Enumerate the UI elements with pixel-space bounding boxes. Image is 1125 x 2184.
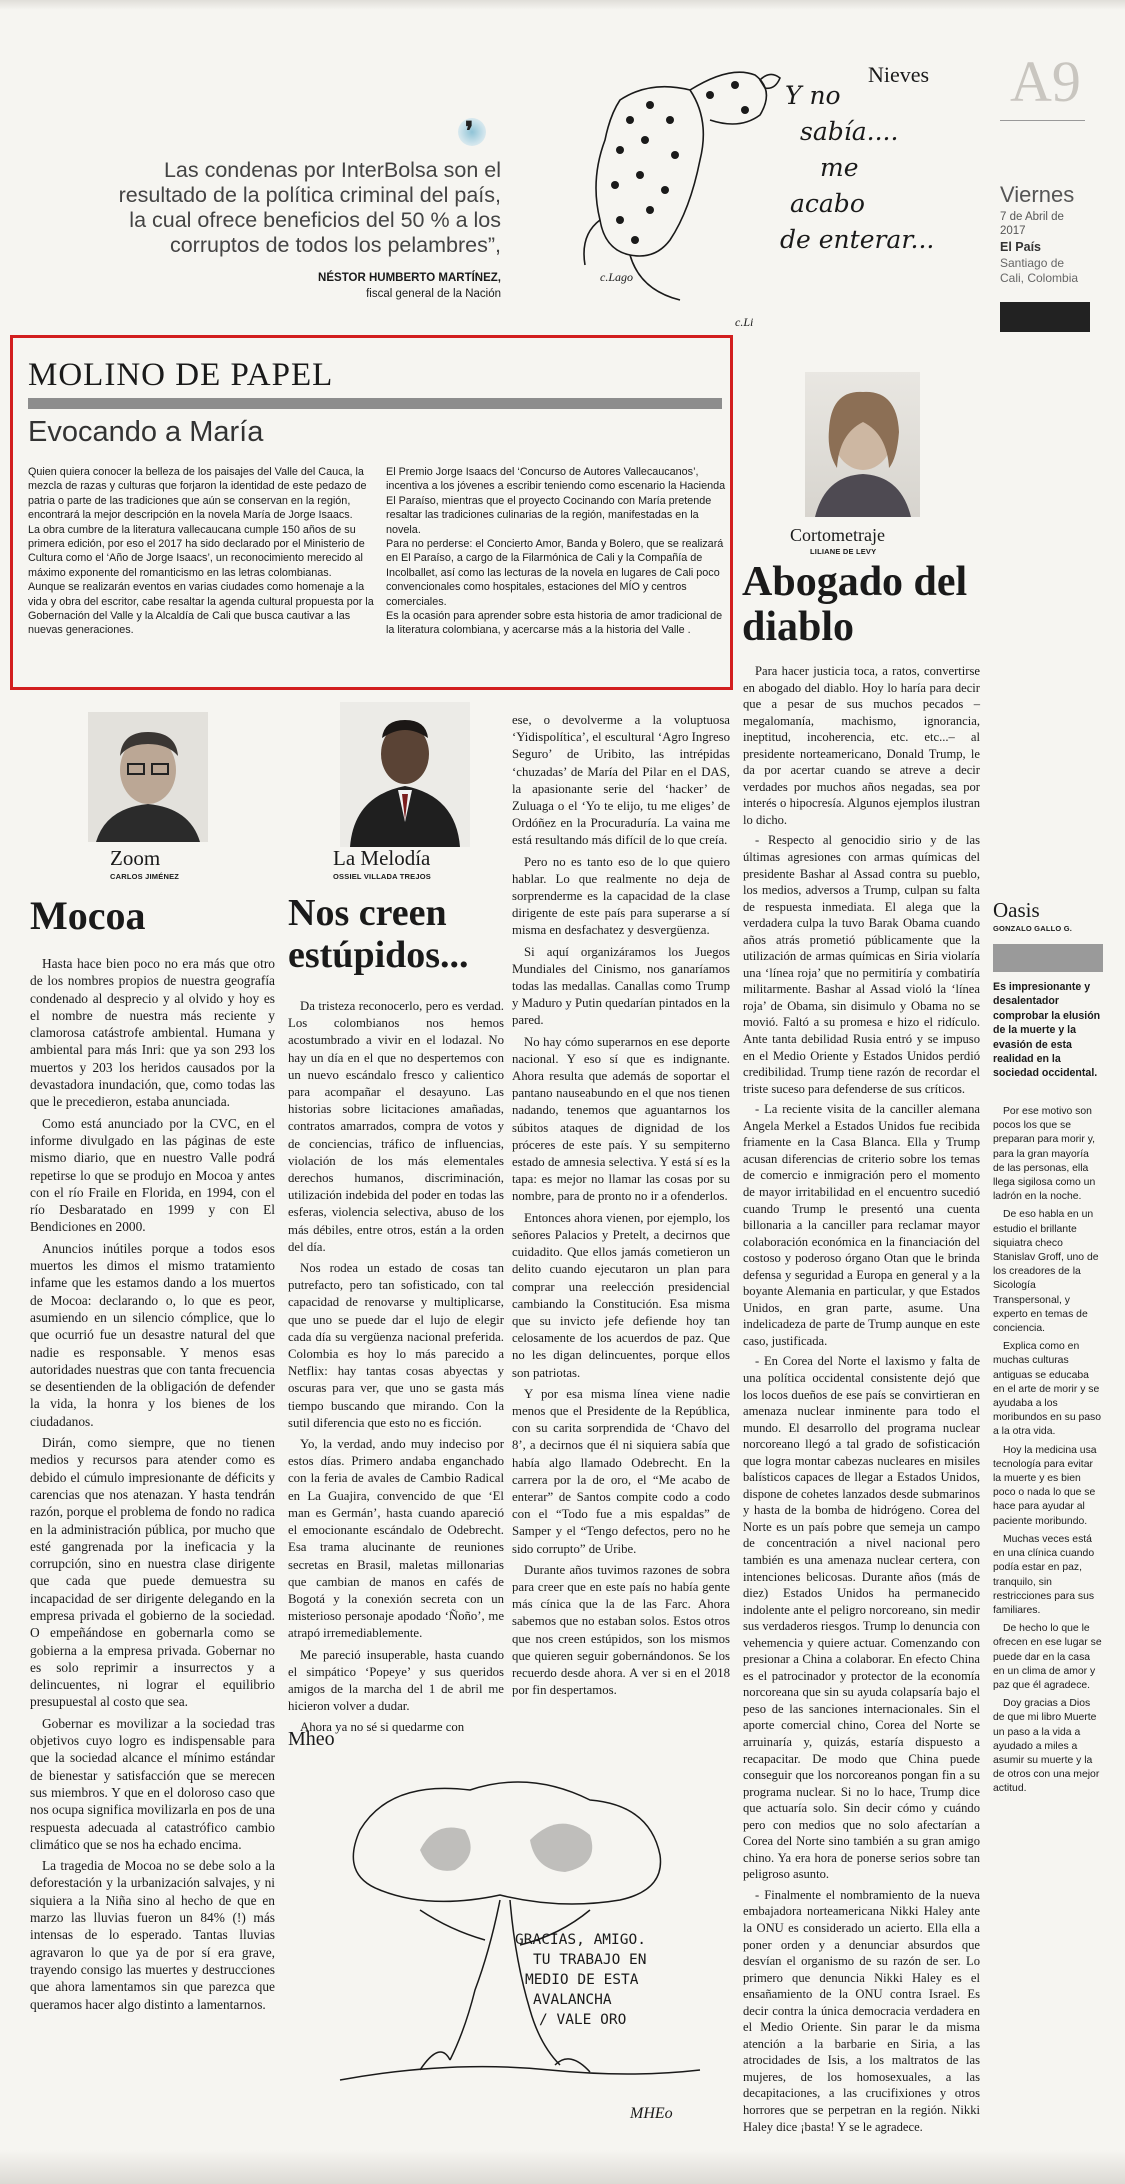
melodia-col-1 (288, 998, 504, 1741)
molino-paragraph: Es la ocasión para aprender sobre esta historia de amor tradicional de la literatura colombiana, y acercarse más a la historia del Valle . (386, 610, 723, 637)
oasis-paragraph: Doy gracias a Dios de que mi libro Muerte un paso a la vida a ayudado a miles a asumir su muerte y la de otros con una mejor actitud. (993, 1698, 1100, 1795)
melodia-paragraph: Durante años tuvimos razones de sobra para creer que en este país no había gente más cínica que la de las Farc. Ahora sabemos que no estaban solos. Estos otros que nos creen estúpidos, son los mismos que quieren seguir gobernándonos. Se los recuerdo desde ahora. A ver si en el 2018 por fin despertamos. (512, 1562, 730, 1698)
molino-paragraph: La obra cumbre de la literatura vallecaucana cumple 150 años de su primera edición, por eso el 2017 ha sido declarado por el Ministerio de Cultura como el ‘Año de Jorge Isaacs’, un reconocimiento merecido al máximo exponente del romanticismo en las letras colombianas. (28, 523, 365, 579)
molino-paragraph: Para no perderse: el Concierto Amor, Banda y Bolero, que se realizará en El Paraíso, a cargo de la Filarmónica de Cali y la Compañía de Incolballet, así como las lecturas de la novela en lugares de Cali poco convencionales como hospitales, estaciones del MÍO y centros comerciales. (386, 538, 724, 608)
oasis-paragraph: Hoy la medicina usa tecnología para evitar la muerte y es bien poco o nada lo que se hace para ayudar al paciente moribundo. (993, 1444, 1097, 1527)
date-day: Viernes (1000, 182, 1075, 207)
bubble-line: AVALANCHA (533, 1992, 612, 2008)
zoom-paragraph: Hasta hace bien poco no era más que otro de los nombres propios de nuestra geografía condenado al desprecio y al olvido y hoy es el nombre de nuestra más reciente y clamorosa catástrofe ambiental. Humana y ambiental para más Inri: que ya son 293 los muertos y 203 los heridos causados por la devastadora inundación, que, como todas las que le precedieron, estaba anunciada. (30, 956, 275, 1110)
oasis-paragraph: De eso habla en un estudio el brillante siquiatra checo Stanislav Groff, uno de los creadores de la Sicología Transpersonal, y experto en temas de conciencia. (993, 1209, 1099, 1335)
melodia-headline: Nos creen estúpidos... (288, 892, 469, 976)
molino-paragraph: Quien quiera conocer la belleza de los paisajes del Valle del Cauca, la mezcla de razas y culturas que forjaron la identidad de este pedazo de patria o parte de las tradiciones que aún se conservan en la región, encontrará la mejor descripción en la novela María de Jorge Isaacs. (28, 466, 367, 522)
oasis-body (993, 1105, 1103, 1801)
speech-bubble (515, 1930, 690, 2030)
featured-quote: Las condenas por InterBolsa son el resultado de la política criminal del país, la cual ofrece beneficios del 50 % a los corruptos de todos los pelambres”, (118, 158, 501, 257)
author-photo-ossiel (340, 702, 470, 847)
oasis-paragraph: De hecho lo que le ofrecen en ese lugar se puede dar en la casa en un clima de amor y paz que él agradece. (993, 1623, 1102, 1691)
melodia-col-2 (512, 712, 730, 1703)
cortometraje-paragraph: - En Corea del Norte el laxismo y falta de una política occidental consistente dejó que los locos dueños de ese país se convirtieran en amenaza nuclear inminente para todo el mundo. El desarrollo del programa nuclear norcoreano llegó a tal grado de sofisticación que logra montar cabezas nucleares en misiles balísticos capaces de llegar a Estados Unidos, dispone de cohetes lanzados desde submarinos y hasta de la bomba de hidrógeno. Corea del Norte es un país pobre que semeja un campo de concentración a nivel nacional pero también es una amenaza nuclear certera, con intenciones belicosas. Durante años (más de diez) Estados Unidos ha permanecido indolente ante el peligro norcoreano, sin medir sus verdaderos riesgos. Trump lo denuncia con vehemencia y quiere actuar. Comenzando con presionar a China a colaborar. En efecto China es el patrocinador y protector de la economía norcoreana que sin su ayuda colapsaría bajo el peso de las sanciones internacionales. Sin el aporte comercial chino, Corea del Norte se arruinaría y, quizás, estaría dispuesto a recapacitar. De modo que China puede conseguir que los norcoreanos pongan fin a su programa nuclear. Si no lo hace, Trump dice que actuaría solo. Sin decir cómo y cuándo pero con medios que no solo afectarían a Corea del Norte sino también a su gran amigo chino. Ya era hora de ponerse serios sobre tan peligroso asunto. (743, 1354, 980, 1882)
oasis-paragraph: Por ese motivo son pocos los que se preparan para morir y, para la gran mayoría de las personas, ella llega sigilosa como un ladrón en la noche. (993, 1106, 1096, 1203)
cortometraje-author: LILIANE DE LEVY (810, 547, 877, 556)
cortometraje-paragraph: Para hacer justicia toca, a ratos, convertirse en abogado del diablo. Hoy lo haría para decir que a pesar de sus muchos pecados –megalomanía, machismo, ignorancia, ineptitud, incoherencia, etc. etc...– al presidente norteamericano, Donald Trump, le da por acertar cuando se atreve a decir verdades por muchos años negadas, sea por interés o hipocresía. Algunos ejemplos ilustran lo dicho. (743, 664, 980, 827)
bubble-line: / VALE ORO (539, 2012, 627, 2028)
zoom-paragraph: Gobernar es movilizar a la sociedad tras objetivos cuyo logro es indispensable para que la sociedad alcance el mínimo estándar de bienestar y satisfacción que se merecen sus miembros. Y que en el doloroso caso que nos ocupa significa movilizarla en pos de una respuesta adecuada al catastrófico cambio climático que se nos ha echado encima. (30, 1715, 275, 1852)
melodia-paragraph: ese, o devolverme a la voluptuosa ‘Yidispolítica’, el escultural ‘Agro Ingreso Seguro’ de Uribito, las intrépidas ‘chuzadas’ de María del Pilar en el DAS, la apasionante serie del ‘hacker’ de Zuluaga o el ‘Yo te elijo, tu me eliges’ de Ordóñez en la Procuraduría. La vaina me está resultando más difícil de lo que creía. (512, 713, 730, 848)
melodia-author: OSSIEL VILLADA TREJOS (333, 872, 431, 881)
melodia-paragraph: Entonces ahora vienen, por ejemplo, los señores Palacios y Pretelt, a decirnos que cuidadito. Que ellos jamás cometieron un delito cuando ejecutaron un plan para comprar una reelección presidencial cambiando la Constitución. Esa misma que su invicto jefe defiende hoy tan celosamente de los acuerdos de paz. Que no les digan delincuentes, porque ellos son patriotas. (512, 1210, 730, 1380)
handwriting-line: Y no (785, 81, 841, 110)
molino-paragraph: Aunque se realizarán eventos en varias ciudades como homenaje a la vida y obra del escritor, cabe resaltar la agenda cultural propuesta por la Gobernación del Valle y la Alcaldía de Cali que busca cautivar a las nuevas generaciones. (28, 581, 374, 637)
zoom-column-name: Zoom (110, 846, 161, 870)
cortometraje-body (743, 663, 980, 2139)
molino-paragraph: El Premio Jorge Isaacs del ‘Concurso de Autores Vallecaucanos’, incentiva a los jóvenes a escribir teniendo como escenario la Hacienda El Paraíso, mientras que el proyecto Cocinando con María pretende resaltar las tradiciones culinarias de la región, manifestadas en la novela. (386, 466, 726, 536)
portrait-icon (805, 372, 920, 517)
portrait-icon (340, 702, 470, 847)
zoom-body (30, 955, 275, 2017)
quote-author-role: fiscal general de la Nación (366, 288, 501, 300)
cortometraje-headline: Abogado del diablo (742, 559, 968, 650)
zoom-paragraph: Como está anunciado por la CVC, en el informe divulgado en las páginas de este mismo diario, que en nuestro Valle podrá repetirse lo que se produjo en Mocoa y antes con el río Fraile en Florida, en 1994, con el río Desbaratado en 1999 y con El Bendiciones en 2000. (30, 1115, 275, 1235)
melodia-paragraph: Nos rodea un estado de cosas tan putrefacto, pero tan sofisticado, con tal capacidad de renovarse y multiplicarse, que uno se puede dar el lujo de elegir cada día su vergüenza nacional preferida. Colombia es hoy lo más parecido a Netflix: hay tantas cosas abyectas y oscuras para ver, que uno se gasta más tiempo buscando que mirando. Con la sutil diferencia que esto no es ficción. (288, 1261, 504, 1430)
molino-section-title: MOLINO DE PAPEL (28, 357, 334, 393)
melodia-paragraph: Da tristeza reconocerlo, pero es verdad. Los colombianos nos hemos acostumbrado a vivir en el lodazal. No hay un día en el que no despertemos con un nuevo escándalo fresco y calientico para acompañar el desayuno. Las historias sobre licitaciones amañadas, contratos amarrados, compra de votos y de conciencias, tráfico de influencias, violación de los más elementales derechos humanos, discriminación, utilización indebida del poder en todas las esferas, violencia selectiva, abuso de los más débiles, entre otros, están a la orden del día. (288, 999, 504, 1254)
melodia-column-name: La Melodía (333, 846, 431, 870)
mheo-cartoon (300, 1760, 725, 2140)
portrait-icon (88, 712, 208, 842)
top-cartoon (560, 60, 980, 340)
header-rule (1000, 120, 1085, 121)
oasis-column-name: Oasis (993, 898, 1040, 922)
handwriting-line: de enterar... (780, 225, 935, 254)
molino-rule (28, 398, 722, 409)
mheo-signature: MHEo (630, 2105, 673, 2122)
cartoon-sign: c.Lago (600, 270, 633, 284)
zoom-paragraph: La tragedia de Mocoa no se debe solo a la deforestación y la urbanización salvajes, y ni siquiera a la Niña sino al hecho de que en marzo las lluvias fueron un 84% (!) más intensas de lo esperado. Tantas lluvias agravaron lo que ya de por sí era grave, trayendo consigo las muertes y destrucciones que ahora lamentamos sin que parezca que queramos hacer algo distinto a lamentarnos. (30, 1858, 275, 2012)
handwriting-line: me (820, 153, 859, 182)
oasis-lead: Es impresionante y desalentador comprobar la elusión de la muerte y la evasión de esta realidad en la sociedad occidental. (993, 981, 1101, 1080)
handwriting-line: sabía.... (800, 117, 899, 146)
author-photo-carlos (88, 712, 208, 842)
cortometraje-paragraph: - Respecto al genocidio sirio y de las últimas agresiones con armas químicas del presidente Bashar al Assad contra su pueblo, los medios, adversos a Trump, culpan su falta de respuesta inmediata. El alega que la verdadera culpa la tuvo Barak Obama cuando años atrás prometió públicamente que la utilización de armas químicas en Siria violaría una ‘línea roja’ que no permitiría y combatiría militarmente. Bashar al Assad violó la ‘línea roja’ de Obama, sin disimulo y Obama no se movió. Faltó a su promesa e hizo el ridículo. Ante tanta debilidad Rusia entró y se impuso en el Medio Oriente y Estados Unidos perdió credibilidad. Trump tiene razón de recordar el triste suceso para defenderse de sus críticos. (743, 833, 980, 1096)
top-scan-edge (0, 0, 1125, 10)
bottom-scan-edge (0, 2150, 1125, 2184)
oasis-rule (993, 944, 1103, 972)
melodia-paragraph: Pero no es tanto eso de lo que quiero hablar. Lo que realmente no deja de sorprenderme es la capacidad de la clase dirigente de este país para superarse a sí misma en desfachatez y desvergüenza. (512, 854, 730, 938)
author-photo-liliane (805, 372, 920, 517)
oasis-paragraph: Explica como en muchas culturas antiguas se educaba en el arte de morir y se ayudaba a los moribundos en su paso a la otra vida. (993, 1341, 1102, 1438)
melodia-paragraph: Ahora ya no sé si quedarme con (300, 1720, 465, 1735)
bubble-line: TU TRABAJO EN (533, 1952, 647, 1968)
melodia-paragraph: No hay cómo superarnos en ese deporte nacional. Y eso sí que es indignante. Ahora resulta que además de soportar el pantano nauseabundo en el que nos tienen nadando, tenemos que aguantarnos los súbitos ataques de dignidad de los próceres de este país. Y su sempiterno estado de amnesia selectiva. Y está sí es la tapa: es mejor no llamar las cosas por su nombre, para de pronto no ir a ofenderlos. (512, 1034, 730, 1204)
zoom-paragraph: Anuncios inútiles porque a todos esos muertos les dimos el mismo tratamiento infame que les estamos dando a los muertos de Mocoa: declarando o, lo que es peor, asumiendo en un silencio cómplice, que lo que ocurrió fue un desastre natural del que nadie es responsable. Y menos esas autoridades nuestras que con tanta frecuencia se desentienden de la obligación de defender la vida, la honra y los bienes de los ciudadanos. (30, 1240, 275, 1429)
melodia-paragraph: Y por esa misma línea viene nadie menos que el Presidente de la República, con su carita sorprendida de ‘Chavo del 8’, a decirnos que él ni siquiera sabía que había algo llamado Odebrecht. En la carrera por la de oro, el “Me acabo de enterar” de Santos compite codo a codo con el “Todo fue a mis espaldas” de Samper y el “Tengo defectos, pero no he sido corrupto” de Uribe. (512, 1386, 730, 1556)
oasis-author: GONZALO GALLO G. (993, 924, 1073, 933)
melodia-paragraph: Me pareció insuperable, hasta cuando el simpático ‘Popeye’ y sus queridos amigos de la marcha del 1 de abril me hicieron volver a dudar. (288, 1647, 504, 1714)
cartoon-handwriting (765, 78, 965, 258)
molino-col-1 (28, 465, 380, 638)
molino-col-2 (386, 465, 726, 638)
molino-headline: Evocando a María (28, 416, 264, 448)
melodia-paragraph: Yo, la verdad, ando muy indeciso por estos días. Primero andaba enganchado con la feria de avales de Cambio Radical en La Guajira, convencido de que ‘El man es Germán’, hasta cuando apareció el emocionante escándalo de Odebrecht. Esa trama alucinante de reuniones secretas en Brasil, maletas millonarias que cambian de manos en cafés de Bogotá y la conexión secreta con un misterioso personaje apodado ‘Ñoño’, me atrapó irremediablemente. (288, 1437, 504, 1641)
mheo-label: Mheo (288, 1728, 335, 1750)
zoom-paragraph: Dirán, como siempre, que no tienen medios y recursos para atender como es debido el cúmulo impresionante de déficits y carencias que nos atenazan. Y hasta tendrán razón, porque el problema de fondo no radica en la administración pública, por mucho que esté gangrenada por la ineficacia y la corrupción, sino en nuestra clase dirigente que cada que puede demuestra su incapacidad de ser dirigente delegando en la empresa privada el gobierno de la sociedad. O empeñándose en gobernarla como se gobierna a la empresa privada. Gobernar no es solo reprimir a insurrectos y a delincuentes, ni lograr el equilibrio presupuestal al costo que sea. (30, 1435, 275, 1710)
header-dark-bar (1000, 302, 1090, 332)
section-name: Nieves (868, 62, 930, 87)
cartoon-sign: c.Li (735, 315, 754, 329)
cortometraje-paragraph: - Finalmente el nombramiento de la nueva embajadora norteamericana Nikki Haley ante la ONU es considerado un acierto. Ella ella a poner orden y a denunciar absurdos que desvían el organismo de su razón de ser. Lo primero que denuncia Nikki Haley es el ensañamiento de la ONU contra Israel. Es decir contra la única democracia verdadera en el Medio Oriente. Sin parar le da misma atención a la barbarie en Siria, a las atrocidades de Isis, a los maltratos de las mujeres, de los homosexuales, a las decapitaciones, a las crucifixiones y otros horrores que se perpetran en la región. Nikki Haley dice ¡basta! Y se le agradece. (743, 1887, 980, 2134)
melodia-paragraph: Si aquí organizáramos los Juegos Mundiales del Cinismo, nos ganaríamos todas las medallas. Canallas como Trump y Maduro y Putin quedarían pintados en la pared. (512, 944, 730, 1028)
bubble-line: GRACIAS, AMIGO. (515, 1932, 646, 1948)
handwriting-line: acabo (790, 189, 865, 218)
cortometraje-paragraph: - La reciente visita de la canciller alemana Angela Merkel a Estados Unidos fue recibida friamente en la Casa Blanca. Ella y Trump acusan diferencias de criterio sobre los temas de comercio e inmigración pero el momento de mayor irritabilidad en el encuentro sucedió cuando Trump le presentó una cuenta billonaria a la canciller para reclamar mayor colaboración económica en la financiación del costoso y poderoso órgano Otan que le brinda defensa y seguridad a Europa en general y a la boyante Alemania en particular, y que Estados Unidos, en gran parte, asume. Una indelicadeza de parte de Trump aunque en este caso, justificada. (743, 1102, 980, 1348)
bubble-line: MEDIO DE ESTA (525, 1972, 639, 1988)
paper-name: El País (1000, 240, 1041, 254)
date-line: 7 de Abril de 2017 (1000, 211, 1064, 237)
page-number: A9 (1010, 49, 1081, 114)
paper-place: Santiago de Cali, Colombia (1000, 256, 1079, 285)
quote-mark-icon: ❜ (465, 117, 474, 146)
zoom-headline: Mocoa (30, 893, 146, 938)
zoom-author: CARLOS JIMÉNEZ (110, 872, 180, 881)
oasis-paragraph: Muchas veces está en una clínica cuando podía estar en paz, tranquilo, sin restricciones para sus familiares. (993, 1533, 1095, 1616)
cortometraje-column-name: Cortometraje (790, 525, 885, 545)
quote-author: NÉSTOR HUMBERTO MARTÍNEZ, (318, 272, 501, 284)
